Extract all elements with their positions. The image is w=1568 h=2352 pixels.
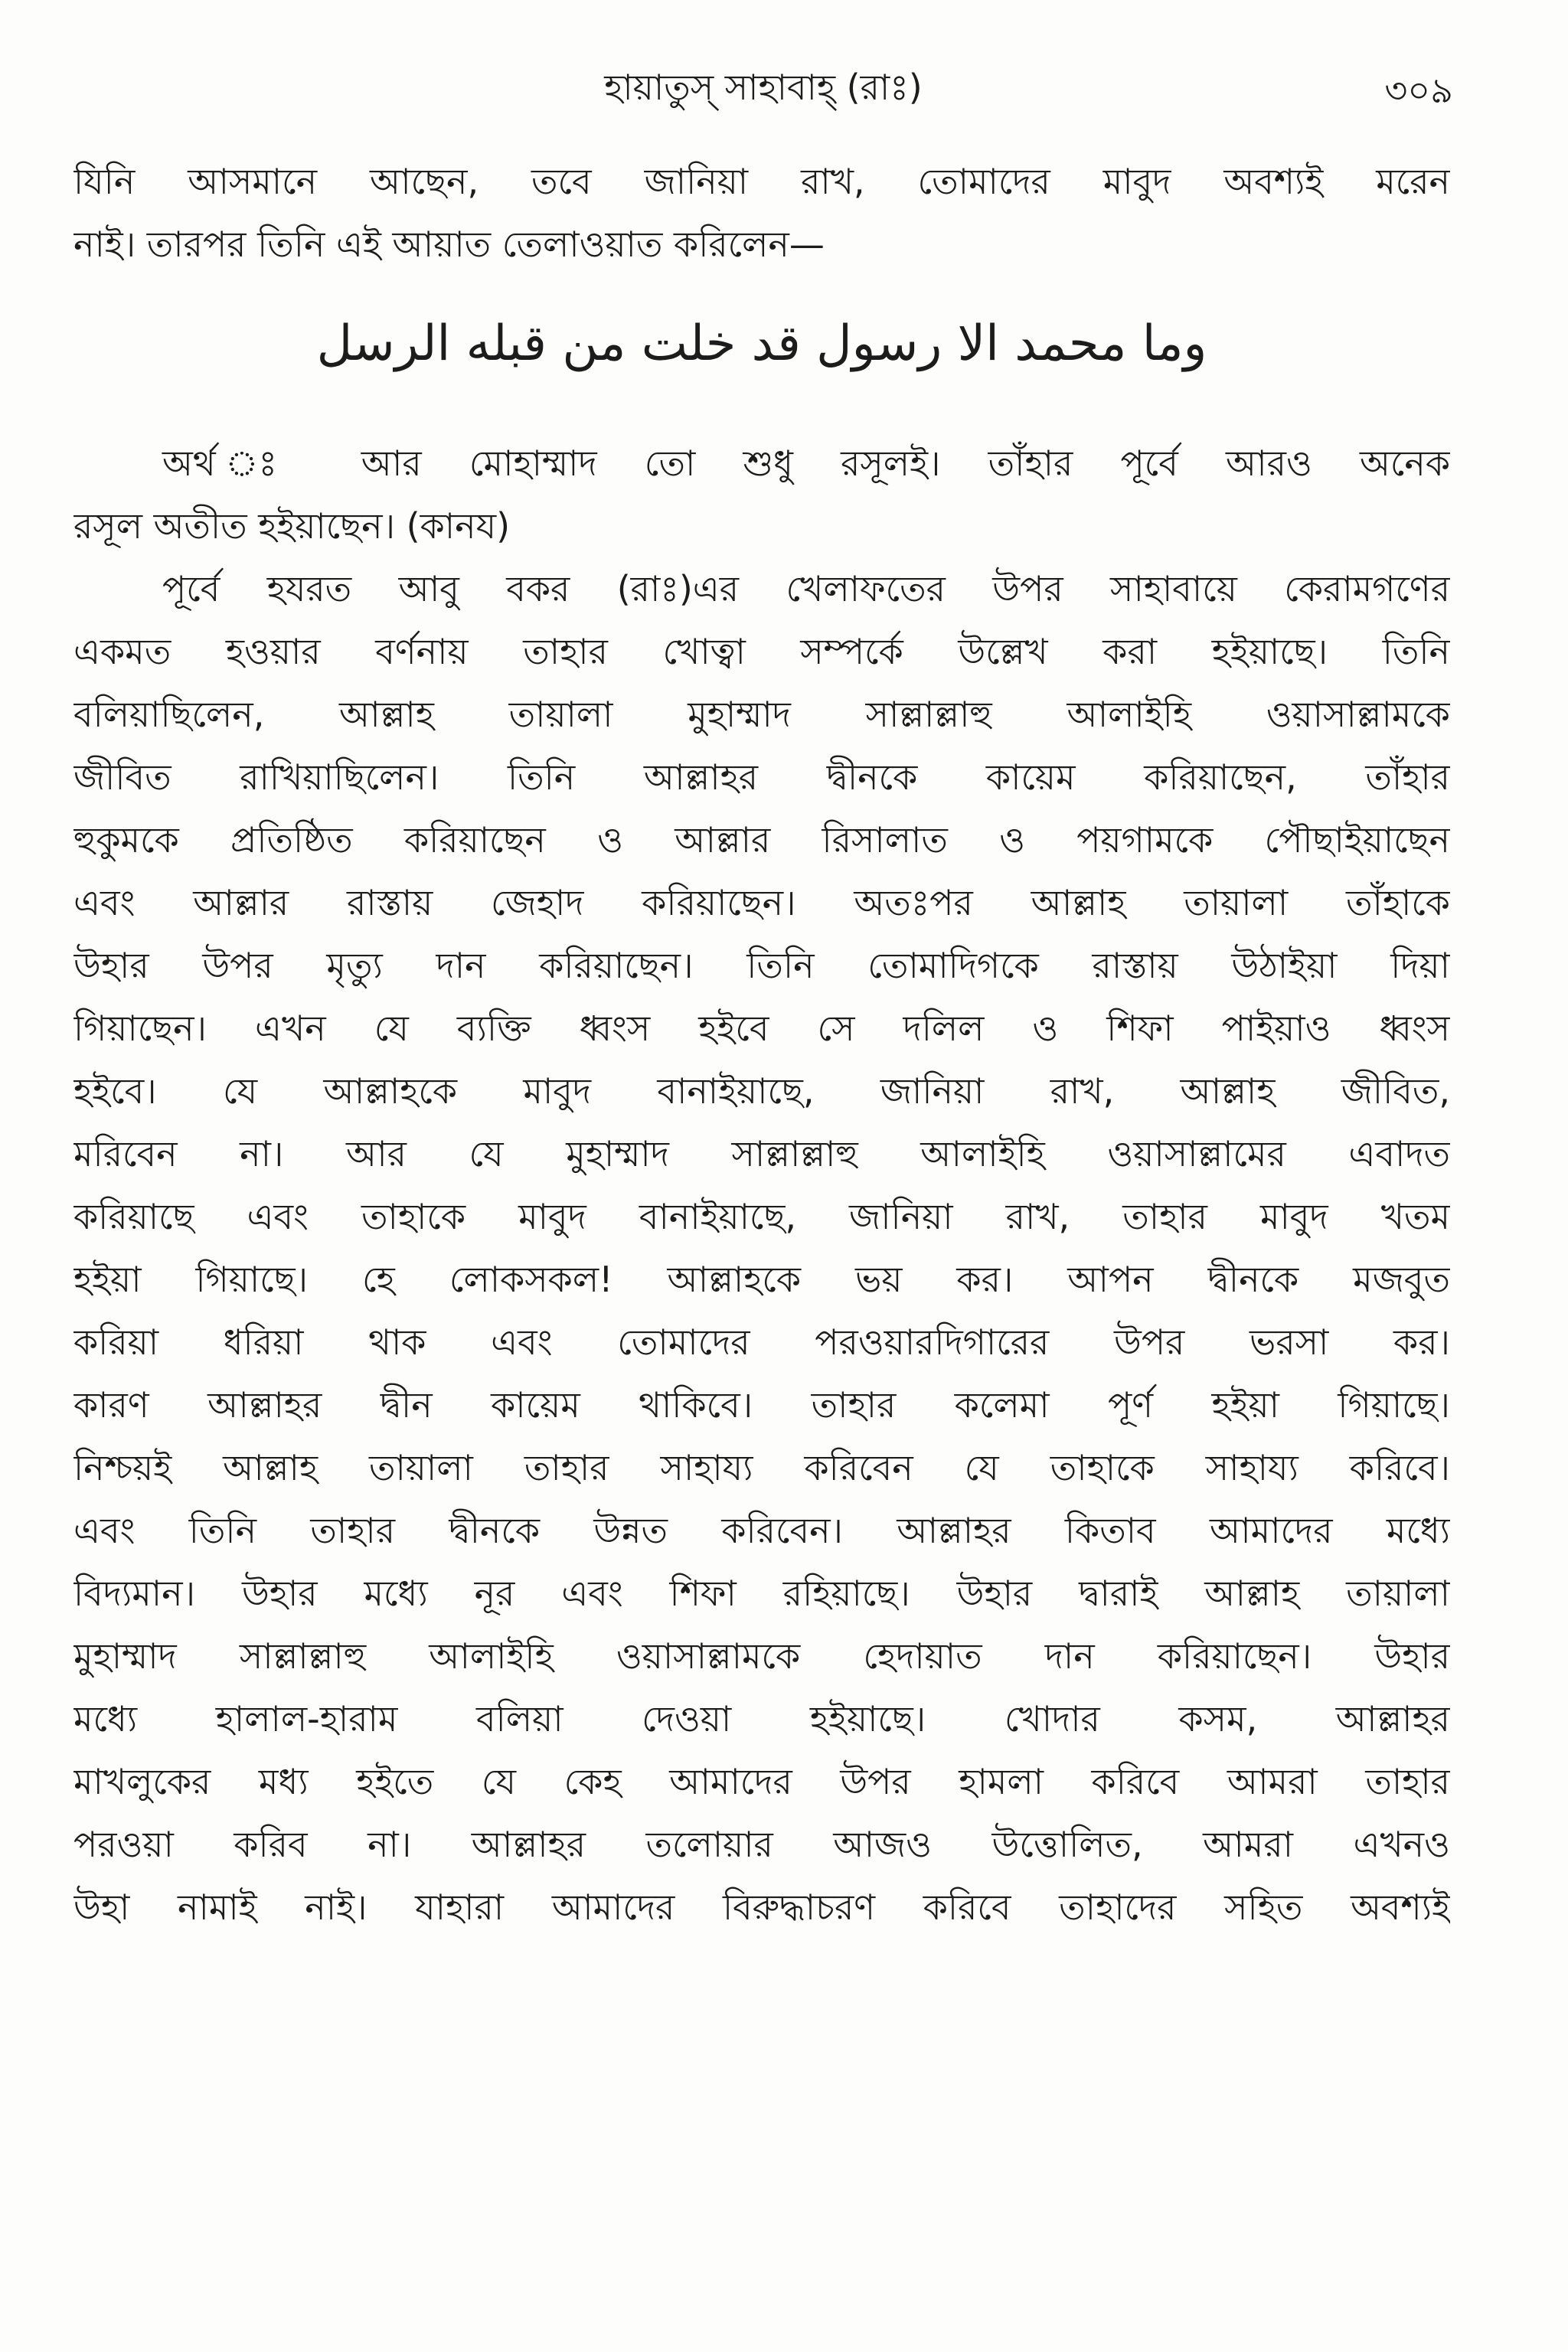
page-number: ৩০৯ <box>1384 70 1453 111</box>
paragraph-line: জীবিত রাখিয়াছিলেন। তিনি আল্লাহর দ্বীনকে কায়েম করিয়াছেন, তাঁহার <box>74 756 1450 798</box>
paragraph-line: পূর্বে হযরত আবু বকর (রাঃ)এর খেলাফতের উপর সাহাবায়ে কেরামগণের <box>162 568 1450 609</box>
running-head <box>74 55 1453 116</box>
paragraph-line: উহা নামাই নাই। যাহারা আমাদের বিরুদ্ধাচরণ করিবে তাহাদের সহিত অবশ্যই <box>74 1886 1450 1928</box>
paragraph-line: মরিবেন না। আর যে মুহাম্মাদ সাল্লাল্লাহু আলাইহি ওয়াসাল্লামের এবাদত <box>74 1133 1450 1174</box>
intro-line: যিনি আসমানে আছেন, তবে জানিয়া রাখ, তোমাদের মাবুদ অবশ্যই মরেন <box>74 161 1450 202</box>
paragraph-line: মুহাম্মাদ সাল্লাল্লাহু আলাইহি ওয়াসাল্লামকে হেদায়াত দান করিয়াছেন। উহার <box>74 1635 1450 1677</box>
paragraph-line: বলিয়াছিলেন, আল্লাহ তায়ালা মুহাম্মাদ সাল্লাল্লাহু আলাইহি ওয়াসাল্লামকে <box>74 694 1450 735</box>
paragraph-line: এবং তিনি তাহার দ্বীনকে উন্নত করিবেন। আল্লাহর কিতাব আমাদের মধ্যে <box>74 1510 1450 1551</box>
paragraph-line: হুকুমকে প্রতিষ্ঠিত করিয়াছেন ও আল্লার রিসালাত ও পয়গামকে পৌছাইয়াছেন <box>74 819 1450 861</box>
paragraph-line: হইয়া গিয়াছে। হে লোকসকল! আল্লাহকে ভয় কর। আপন দ্বীনকে মজবুত <box>74 1259 1450 1300</box>
paragraph-line: করিয়া ধরিয়া থাক এবং তোমাদের পরওয়ারদিগারের উপর ভরসা কর। <box>74 1321 1450 1363</box>
paragraph-line: করিয়াছে এবং তাহাকে মাবুদ বানাইয়াছে, জানিয়া রাখ, তাহার মাবুদ খতম <box>74 1196 1450 1237</box>
meaning-line: রসূল অতীত হইয়াছেন। (কানয) <box>74 505 511 547</box>
paragraph-line: মধ্যে হালাল-হারাম বলিয়া দেওয়া হইয়াছে। খোদার কসম, আল্লাহর <box>74 1698 1450 1740</box>
meaning-line: অর্থ ঃ আর মোহাম্মাদ তো শুধু রসূলই। তাঁহার পূর্বে আরও অনেক <box>162 443 1450 484</box>
paragraph-line: উহার উপর মৃত্যু দান করিয়াছেন। তিনি তোমাদিগকে রাস্তায় উঠাইয়া দিয়া <box>74 945 1450 986</box>
paragraph-line: পরওয়া করিব না। আল্লাহর তলোয়ার আজও উত্তোলিত, আমরা এখনও <box>74 1824 1450 1865</box>
paragraph-line: মাখলুকের মধ্য হইতে যে কেহ আমাদের উপর হামলা করিবে আমরা তাহার <box>74 1761 1450 1802</box>
paragraph-line: গিয়াছেন। এখন যে ব্যক্তি ধ্বংস হইবে সে দলিল ও শিফা পাইয়াও ধ্বংস <box>74 1008 1450 1049</box>
intro-line: নাই। তারপর তিনি এই আয়াত তেলাওয়াত করিলেন— <box>74 224 825 265</box>
quran-verse: وما محمد الا رسول قد خلت من قبله الرسل <box>316 315 1207 372</box>
body-text <box>74 150 1450 1939</box>
paragraph-line: হইবে। যে আল্লাহকে মাবুদ বানাইয়াছে, জানিয়া রাখ, আল্লাহ জীবিত, <box>74 1070 1450 1112</box>
paragraph-line: এবং আল্লার রাস্তায় জেহাদ করিয়াছেন। অতঃপর আল্লাহ তায়ালা তাঁহাকে <box>74 882 1450 923</box>
paragraph-line: বিদ্যমান। উহার মধ্যে নূর এবং শিফা রহিয়াছে। উহার দ্বারাই আল্লাহ তায়ালা <box>74 1573 1450 1614</box>
paragraph-line: একমত হওয়ার বর্ণনায় তাহার খোত্বা সম্পর্কে উল্লেখ করা হইয়াছে। তিনি <box>74 631 1450 672</box>
paragraph-line: নিশ্চয়ই আল্লাহ তায়ালা তাহার সাহায্য করিবেন যে তাহাকে সাহায্য করিবে। <box>74 1447 1450 1488</box>
paragraph-line: কারণ আল্লাহর দ্বীন কায়েম থাকিবে। তাহার কলেমা পূর্ণ হইয়া গিয়াছে। <box>74 1384 1450 1426</box>
running-title: হায়াতুস্ সাহাবাহ্ (রাঃ) <box>604 67 923 108</box>
